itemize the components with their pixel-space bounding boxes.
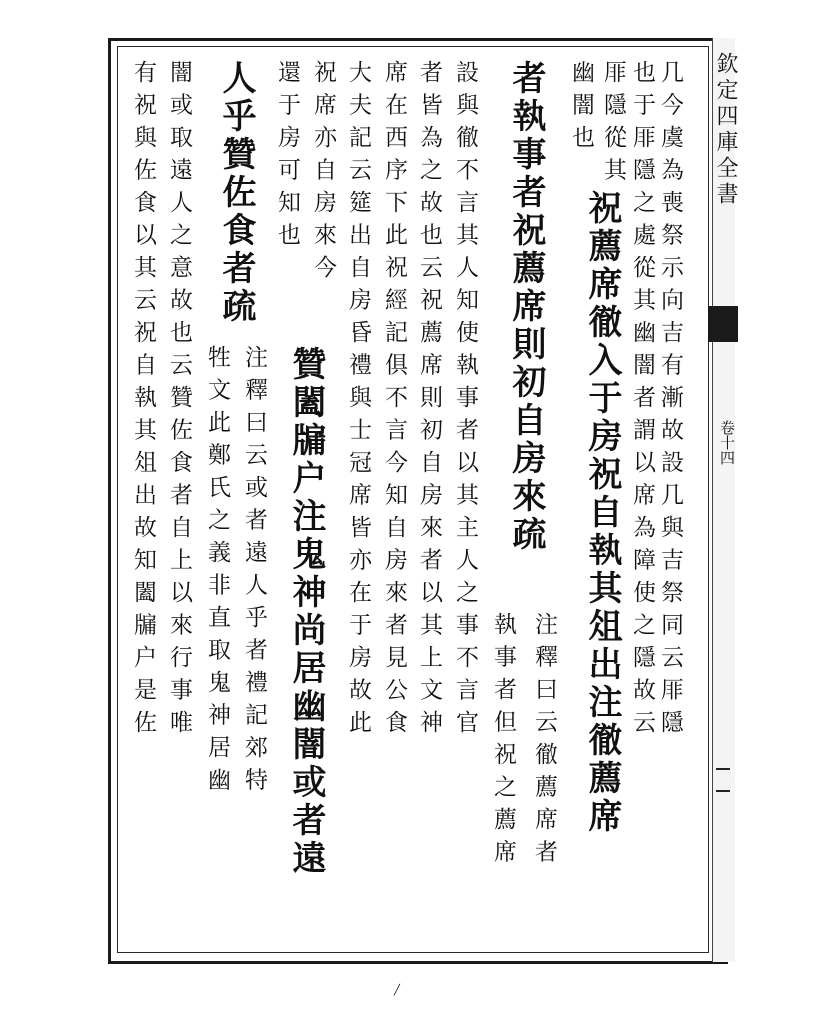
text-column: 祝席亦自房來今 [310,60,336,288]
text-column: 厞隱從其 [600,60,626,190]
page-number-mark [716,768,730,792]
volume-label: 卷十四 [718,420,736,465]
text-column: 几今虞為喪祭示向吉有漸故設几與吉祭同云厞隱 [657,60,683,743]
text-column: 注釋曰云或者遠人乎者禮記郊特 [241,345,267,800]
text-column: 者皆為之故也云祝薦席則初自房來者以其上文神 [416,60,442,743]
text-column: 也于厞隱之處從其幽闇者謂以席為障使之隱故云 [629,60,655,743]
text-column: 牲文此鄭氏之義非直取鬼神居幽 [204,345,230,800]
text-column: 有祝與佐食以其云祝自執其俎出故知闔牖户是佐 [130,60,156,743]
text-column: 大夫記云筵出自房昏禮與士冠席皆亦在于房故此 [345,60,371,743]
text-column: 執事者但祝之薦席 [490,612,516,872]
text-column: 還于房可知也 [274,60,300,255]
text-column-main: 人乎贊佐食者疏 [216,60,256,326]
text-column: 注釋曰云徹薦席者 [531,612,557,872]
text-column: 幽闇也 [568,60,594,158]
text-column-main: 祝薦席徹入于房祝自執其俎出注徹薦席 [582,190,622,836]
fish-tail-mark [708,306,738,342]
text-column: 闇或取遠人之意故也云贊佐食者自上以來行事唯 [166,60,192,743]
text-column: 設與徹不言其人知使執事者以其主人之事不言官 [452,60,478,743]
text-column-main: 者執事者祝薦席則初自房來疏 [506,60,546,554]
scan-speck: ╱ [394,985,401,996]
text-column-main: 贊闔牖户注鬼神尚居幽闇或者遠 [286,346,326,878]
book-title-label: 欽定四庫全書 [713,52,738,208]
text-column: 席在西序下此祝經記俱不言今知自房來者見公食 [381,60,407,743]
